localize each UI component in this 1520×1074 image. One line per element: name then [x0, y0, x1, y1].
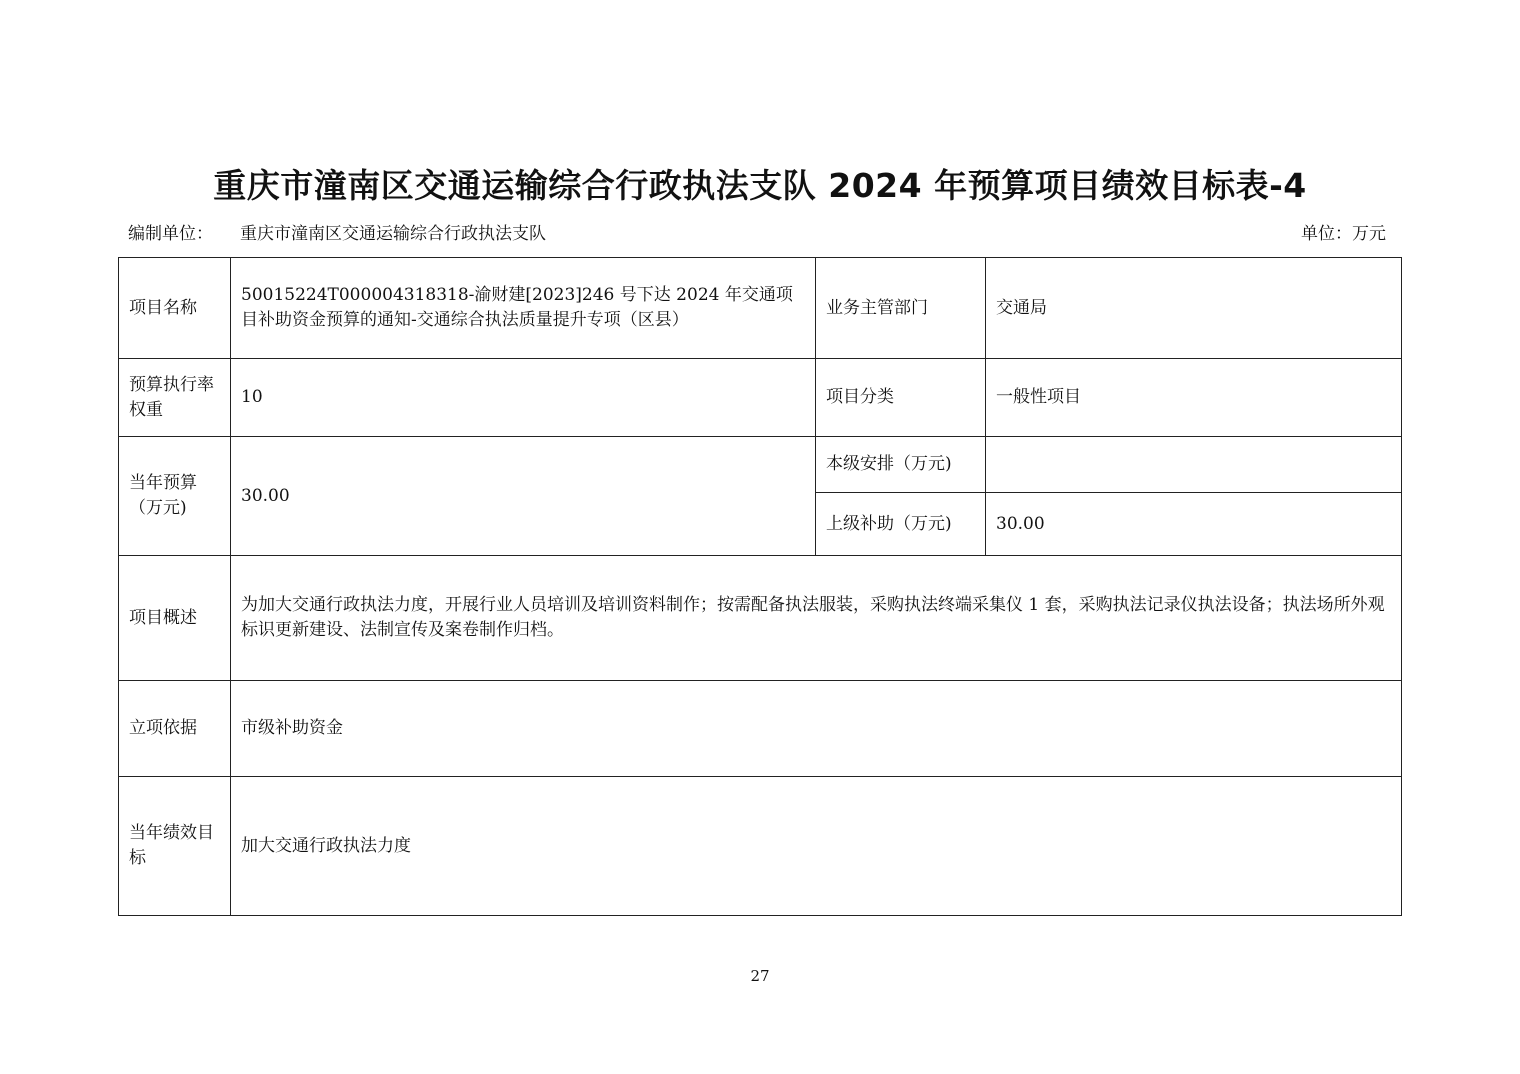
unit-note: 单位：万元 — [1301, 224, 1386, 244]
performance-goal-table — [118, 257, 1402, 916]
local-label: 本级安排（万元) — [816, 437, 986, 493]
overview-label: 项目概述 — [119, 556, 231, 681]
weight-value: 10 — [231, 359, 816, 437]
project-name-value: 50015224T000004318318-渝财建[2023]246 号下达 2024 年交通项目补助资金预算的通知-交通综合执法质量提升专项（区县） — [231, 258, 816, 359]
upper-value: 30.00 — [986, 493, 1402, 556]
project-name-label: 项目名称 — [119, 258, 231, 359]
goal-value: 加大交通行政执法力度 — [231, 777, 1402, 916]
compiler-unit — [128, 222, 546, 246]
budget-value: 30.00 — [231, 437, 816, 556]
basis-label: 立项依据 — [119, 681, 231, 777]
dept-value: 交通局 — [986, 258, 1402, 359]
page-number: 27 — [750, 967, 770, 985]
compiler-unit-label: 编制单位： — [128, 224, 213, 244]
table-row — [119, 777, 1402, 916]
overview-value: 为加大交通行政执法力度，开展行业人员培训及培训资料制作；按需配备执法服装，采购执法终端采集仪 1 套，采购执法记录仪执法设备；执法场所外观标识更新建设、法制宣传及案卷制作归档。 — [231, 556, 1402, 681]
weight-label: 预算执行率权重 — [119, 359, 231, 437]
table-row — [119, 437, 1402, 493]
table-row — [119, 556, 1402, 681]
table-row — [119, 258, 1402, 359]
upper-label: 上级补助（万元) — [816, 493, 986, 556]
goal-label: 当年绩效目标 — [119, 777, 231, 916]
local-value — [986, 437, 1402, 493]
basis-value: 市级补助资金 — [231, 681, 1402, 777]
category-value: 一般性项目 — [986, 359, 1402, 437]
page-title: 重庆市潼南区交通运输综合行政执法支队 2024 年预算项目绩效目标表-4 — [213, 166, 1307, 205]
table-row — [119, 359, 1402, 437]
dept-label: 业务主管部门 — [816, 258, 986, 359]
compiler-unit-value: 重庆市潼南区交通运输综合行政执法支队 — [240, 224, 546, 244]
category-label: 项目分类 — [816, 359, 986, 437]
table-row — [119, 681, 1402, 777]
budget-label: 当年预算（万元) — [119, 437, 231, 556]
